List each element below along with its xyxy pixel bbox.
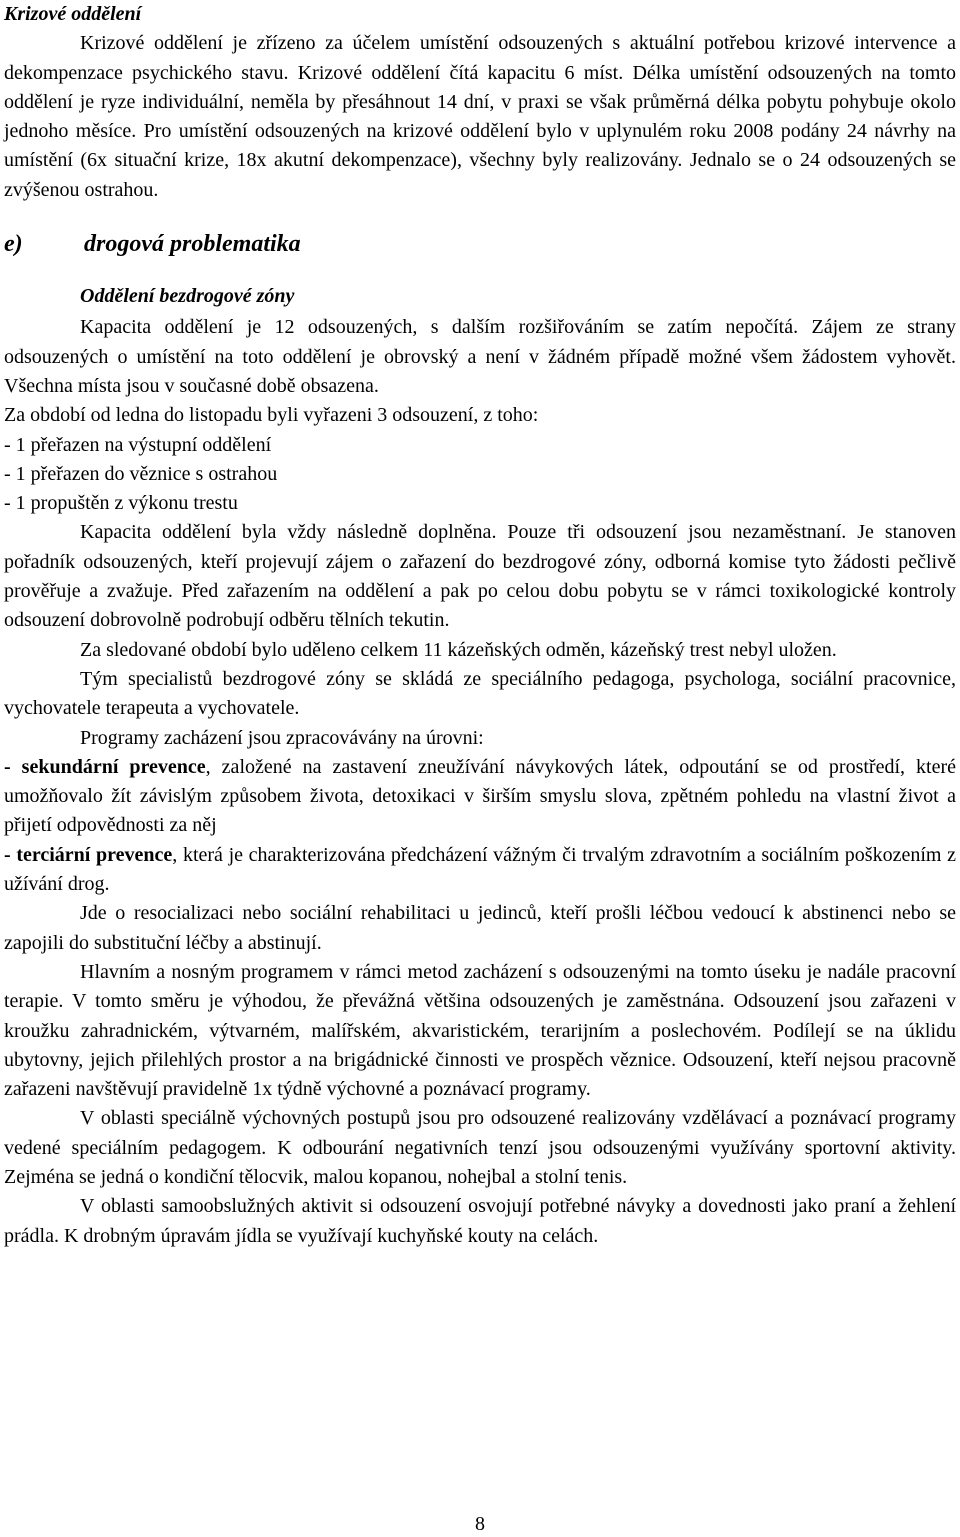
paragraph-tertiary-prevention <box>4 841 956 900</box>
section-letter: e) <box>4 231 23 258</box>
paragraph-self-service: V oblasti samoobslužných aktivit si odsouzení osvojují potřebné návyky a dovednosti jako praní a žehlení prádla. K drobným úpravám jídla se využívají kuchyňské kouty na celách. <box>4 1195 956 1247</box>
heading-krizove-oddeleni: Krizové oddělení <box>4 3 142 25</box>
paragraph-krizove: Krizové oddělení je zřízeno za účelem umístění odsouzených s aktuální potřebou krizové intervence a dekompenzace psychického stavu. Krizové oddělení čítá kapacitu 6 míst. Délka umístění odsouzených na tomto oddělení je ryze individuální, neměla by přesáhnout 14 dní, v praxi se však průměrná délka pobytu pohybuje okolo jednoho měsíce. Pro umístění odsouzených na krizové oddělení bylo v uplynulém roku 2008 podány 24 návrhy na umístění (6x situační krize, 18x akutní dekompenzace), všechny byly realizovány. Jednalo se o 24 odsouzených se zvýšenou ostrahou. <box>4 32 956 201</box>
paragraph-refilled: Kapacita oddělení byla vždy následně doplněna. Pouze tři odsouzení jsou nezaměstnaní. Je stanoven pořadník odsouzených, kteří projevují zájem o zařazení do bezdrogové zóny, odborná komise tyto žádosti pečlivě prověřuje a zvažuje. Před zařazením na oddělení a pak po celou dobu pobytu se v rámci toxikologické kontroly odsouzení dobrovolně podrobují odběru tělních tekutin. <box>4 521 956 632</box>
page-number: 8 <box>475 1513 485 1535</box>
paragraph-programs: Programy zacházení jsou zpracovávány na úrovni: <box>80 726 484 749</box>
document-page <box>4 0 956 1251</box>
paragraph-resocialization: Jde o resocializaci nebo sociální rehabilitaci u jedinců, kteří prošli léčbou vedoucí k abstinenci nebo se zapojili do substituční léčby a abstinují. <box>4 902 956 954</box>
list-item: - 1 přeřazen na výstupní oddělení <box>4 433 272 456</box>
subheading-bezdrogove-zony: Oddělení bezdrogové zóny <box>80 285 295 308</box>
secondary-prevention-text: , založené na zastavení zneužívání návykových látek, odpoutání se od prostředí, které umožňovalo žít závislým způsobem života, detoxikaci v širším smyslu slova, zpětném pohledu na vlastní život a přijetí odpovědnosti za něj <box>4 755 956 837</box>
paragraph-secondary-prevention <box>4 753 956 841</box>
section-heading <box>4 229 956 259</box>
section-title: drogová problematika <box>84 231 301 258</box>
paragraph-rewards: Za sledované období bylo uděleno celkem 11 kázeňských odměn, kázeňský trest nebyl uložen. <box>80 638 837 661</box>
paragraph-removed-intro: Za období od ledna do listopadu byli vyřazeni 3 odsouzení, z toho: <box>4 404 539 427</box>
paragraph-team: Tým specialistů bezdrogové zóny se skládá ze speciálního pedagoga, psychologa, sociální pracovnice, vychovatele terapeuta a vychovatele. <box>4 667 956 720</box>
secondary-prevention-label: - sekundární prevence <box>4 755 206 778</box>
paragraph-work-therapy: Hlavním a nosným programem v rámci metod zacházení s odsouzenými na tomto úseku je nadále pracovní terapie. V tomto směru je výhodou, že převážná většina odsouzených je zaměstnána. Odsouzení jsou zařazeni v kroužku zahradnickém, výtvarném, malířském, akvaristickém, terarijním a poslechovém. Podílejí se na úklidu ubytovny, jejich přilehlých prostor a na brigádnické činnosti ve prospěch věznice. Odsouzení, kteří nejsou pracovně zařazeni navštěvují pravidelně 1x týdně výchovné a poznávací programy. <box>4 960 956 1101</box>
paragraph-capacity: Kapacita oddělení je 12 odsouzených, s dalším rozšiřováním se zatím nepočítá. Zájem ze strany odsouzených o umístění na toto oddělení je obrovský a není v žádném případě možné všem žádostem vyhovět. Všechna místa jsou v současné době obsazena. <box>4 316 956 397</box>
tertiary-prevention-text: , která je charakterizována předcházení vážným či trvalým zdravotním a sociálním poškozením z užívání drog. <box>4 843 956 896</box>
paragraph-education: V oblasti speciálně výchovných postupů jsou pro odsouzené realizovány vzdělávací a poznávací programy vedené speciálním pedagogem. K odbourání negativních tenzí jsou odsouzenými využívány sportovní aktivity. Zejména se jedná o kondiční tělocvik, malou kopanou, nohejbal a stolní tenis. <box>4 1107 956 1188</box>
list-item: - 1 propuštěn z výkonu trestu <box>4 492 238 515</box>
tertiary-prevention-label: - terciární prevence <box>4 843 173 866</box>
list-item: - 1 přeřazen do věznice s ostrahou <box>4 462 278 485</box>
